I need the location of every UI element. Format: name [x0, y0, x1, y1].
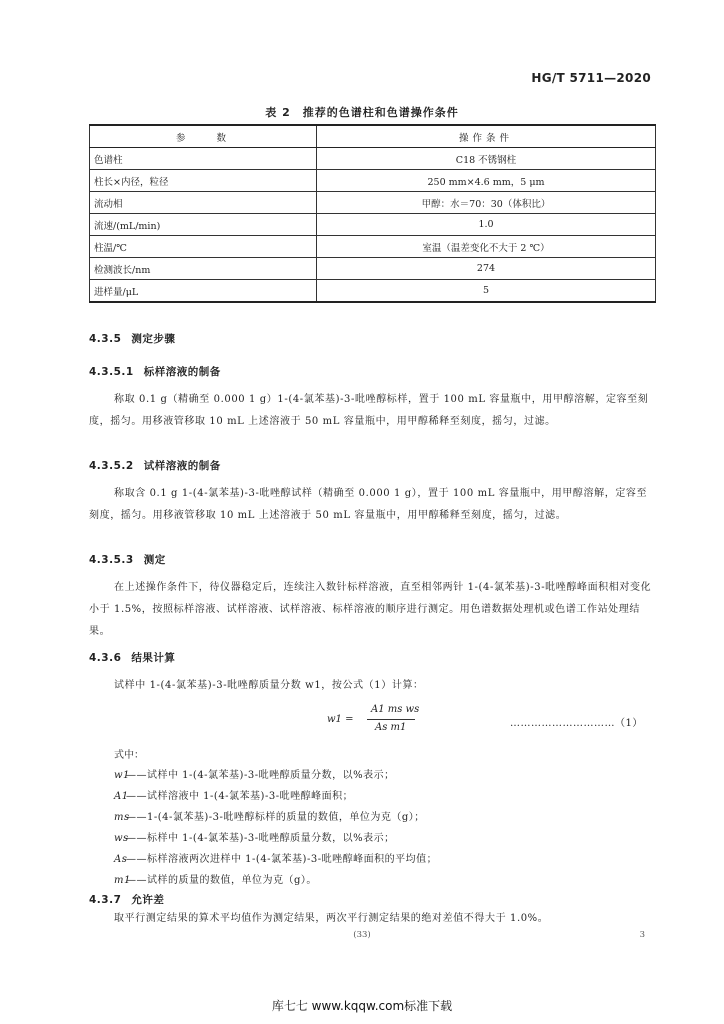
param-cell: 进样量/μL — [90, 280, 317, 303]
variable-line — [114, 829, 395, 844]
variable-description: ——试样中 1-(4-氯苯基)-3-吡唑醇质量分数，以%表示； — [126, 770, 395, 781]
formula-denominator: As m1 — [375, 722, 407, 733]
section-number: 4.3.6 — [89, 652, 122, 664]
section-title: 结果计算 — [131, 652, 176, 664]
section-title: 标样溶液的制备 — [143, 366, 221, 378]
col-param-header: 参 数 — [90, 125, 317, 148]
value-cell: 1.0 — [317, 214, 656, 236]
variable-line — [114, 766, 395, 781]
value-cell: C18 不锈钢柱 — [317, 148, 656, 170]
value-cell: 甲醇：水＝70：30（体积比） — [317, 192, 656, 214]
section-title: 允许差 — [131, 894, 165, 906]
value-cell: 274 — [317, 258, 656, 280]
heading-4-3-5 — [89, 331, 175, 346]
formula-lhs: w1 = — [327, 714, 354, 725]
variable-symbol: A1 — [114, 791, 129, 802]
param-cell: 流速/(mL/min) — [90, 214, 317, 236]
formula-numerator: A1 ms ws — [371, 704, 420, 715]
table-header-row — [90, 125, 656, 148]
table-row — [90, 236, 656, 258]
value-cell: 250 mm×4.6 mm，5 μm — [317, 170, 656, 192]
param-cell: 检测波长/nm — [90, 258, 317, 280]
variable-description: ——标样中 1-(4-氯苯基)-3-吡唑醇质量分数，以%表示； — [126, 833, 395, 844]
section-number: 4.3.5.1 — [89, 366, 134, 378]
table-title: 表 2 推荐的色谱柱和色谱操作条件 — [265, 106, 459, 119]
variable-symbol: w1 — [114, 770, 130, 781]
variable-symbol: m1 — [114, 875, 131, 886]
footer-page-paren: (33) — [353, 930, 371, 940]
where-label: 式中： — [114, 750, 144, 761]
param-cell: 柱长×内径，粒径 — [90, 170, 317, 192]
paragraph-4-3-5-1: 称取 0.1 g（精确至 0.000 1 g）1-(4-氯苯基)-3-吡唑醇标样，置于 100 mL 容量瓶中，用甲醇溶解，定容至刻度，摇匀。用移液管移取 10 mL 上述溶液于 50 mL 容量瓶中，用甲醇稀释至刻度，摇匀，过滤。 — [89, 394, 649, 427]
download-watermark: 库七七 www.kqqw.com标准下载 — [271, 999, 453, 1013]
section-title: 测定步骤 — [131, 333, 176, 345]
table-row — [90, 280, 656, 303]
paragraph-4-3-7: 取平行测定结果的算术平均值作为测定结果，两次平行测定结果的绝对差值不得大于 1.0%。 — [114, 913, 549, 924]
formula-1 — [327, 704, 437, 738]
variable-description: ——标样溶液两次进样中 1-(4-氯苯基)-3-吡唑醇峰面积的平均值； — [126, 854, 438, 865]
variable-symbol: As — [114, 854, 128, 865]
section-number: 4.3.7 — [89, 894, 122, 906]
variable-description: ——试样溶液中 1-(4-氯苯基)-3-吡唑醇峰面积； — [126, 791, 354, 802]
footer-page-number: 3 — [639, 930, 645, 940]
table-row — [90, 214, 656, 236]
heading-4-3-6 — [89, 650, 175, 665]
section-number: 4.3.5.2 — [89, 460, 134, 472]
value-cell: 5 — [317, 280, 656, 303]
section-title: 测定 — [143, 554, 166, 566]
variable-line — [114, 850, 437, 865]
value-cell: 室温（温差变化不大于 2 ℃） — [317, 236, 656, 258]
variable-symbol: ws — [114, 833, 129, 844]
variable-description: ——试样的质量的数值，单位为克（g）。 — [126, 875, 317, 886]
variable-line — [114, 787, 353, 802]
table-row — [90, 170, 656, 192]
paragraph-4-3-5-3: 在上述操作条件下，待仪器稳定后，连续注入数针标样溶液，直至相邻两针 1-(4-氯苯基)-3-吡唑醇峰面积相对变化小于 1.5%，按照标样溶液、试样溶液、试样溶液、标样溶液的顺序进行测定。用色谱数据处理机或色谱工作站处理结果。 — [89, 582, 652, 637]
section-number: 4.3.5.3 — [89, 554, 134, 566]
param-cell: 流动相 — [90, 192, 317, 214]
param-cell: 柱温/℃ — [90, 236, 317, 258]
paragraph-4-3-5-2: 称取含 0.1 g 1-(4-氯苯基)-3-吡唑醇试样（精确至 0.000 1 g），置于 100 mL 容量瓶中，用甲醇溶解，定容至刻度，摇匀。用移液管移取 10 mL 上述溶液于 50 mL 容量瓶中，用甲醇稀释至刻度，摇匀，过滤。 — [89, 488, 648, 521]
variable-line — [114, 808, 425, 823]
heading-4-3-5-3 — [89, 552, 166, 567]
standard-code: HG/T 5711—2020 — [531, 71, 651, 85]
fraction-bar — [367, 719, 415, 720]
section-number: 4.3.5 — [89, 333, 122, 345]
table-row — [90, 148, 656, 170]
section-title: 试样溶液的制备 — [143, 460, 221, 472]
variable-symbol: ms — [114, 812, 130, 823]
equation-number: …………………………（1） — [510, 718, 643, 729]
paragraph-4-3-6: 试样中 1-(4-氯苯基)-3-吡唑醇质量分数 w1，按公式（1）计算： — [114, 680, 424, 691]
param-cell: 色谱柱 — [90, 148, 317, 170]
heading-4-3-7 — [89, 892, 164, 907]
table-row — [90, 192, 656, 214]
parameters-table — [89, 124, 656, 303]
heading-4-3-5-1 — [89, 364, 221, 379]
col-condition-header: 操作条件 — [317, 125, 656, 148]
variable-description: ——1-(4-氯苯基)-3-吡唑醇标样的质量的数值，单位为克（g）； — [126, 812, 425, 823]
variable-line — [114, 871, 317, 886]
table-row — [90, 258, 656, 280]
heading-4-3-5-2 — [89, 458, 221, 473]
